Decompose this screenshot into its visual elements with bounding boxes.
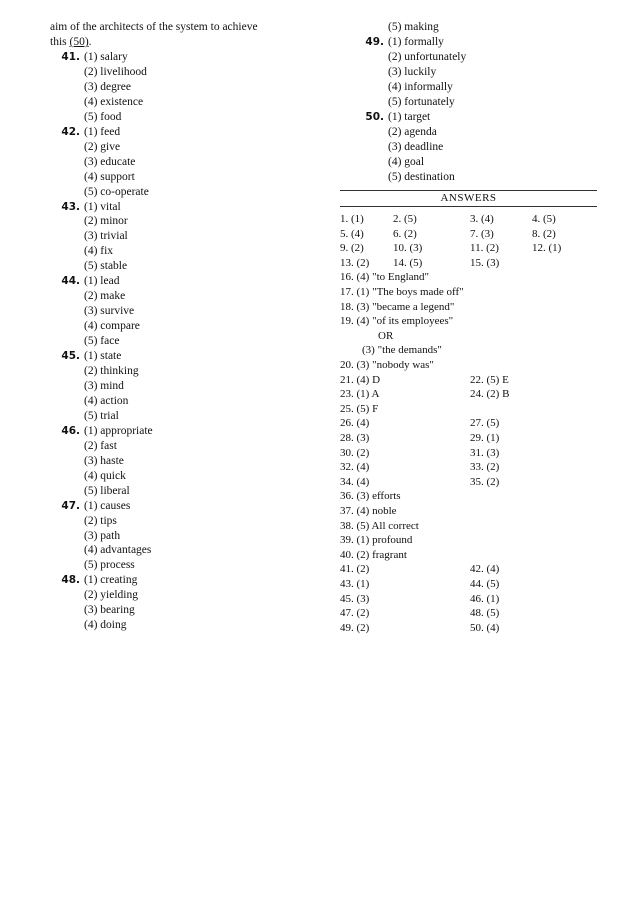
answer-row — [340, 578, 600, 593]
option-row: (4) advantages — [84, 544, 152, 557]
answers-bottom-rule — [340, 206, 597, 207]
option-row: (4) goal — [388, 155, 425, 168]
answer-cell: 4. (5) — [532, 213, 556, 225]
option-row: (3) path — [84, 529, 121, 542]
option-row: (3) educate — [84, 155, 136, 168]
option-row: (2) thinking — [84, 365, 139, 378]
question-block — [50, 200, 340, 275]
answer-cell: 1. (1) — [340, 213, 364, 225]
option-text: (1) formally — [388, 35, 444, 48]
option-row — [50, 274, 340, 289]
question-block — [340, 35, 600, 110]
question-block — [50, 274, 340, 349]
option-row: (4) action — [84, 394, 129, 407]
question-block — [50, 50, 340, 125]
intro-line-1: aim of the architects of the system to achieve — [50, 21, 258, 33]
answer-cell: 42. (4) — [470, 563, 500, 576]
answer-cell: 22. (5) E — [470, 373, 509, 386]
option-text: (1) vital — [84, 200, 121, 213]
intro-line-2a: this — [50, 36, 70, 48]
answer-row — [340, 622, 600, 637]
answer-row — [340, 213, 600, 228]
answer-cell: 39. (1) profound — [340, 534, 413, 547]
answer-cell: 28. (3) — [340, 432, 370, 444]
question-block — [50, 424, 340, 499]
answer-cell: 11. (2) — [470, 242, 499, 255]
answer-row — [340, 505, 600, 520]
answer-cell: 6. (2) — [393, 227, 417, 240]
option-text: (1) causes — [84, 499, 131, 512]
option-row: (2) fast — [84, 439, 117, 452]
answer-row — [340, 607, 600, 622]
answers-top-rule — [340, 190, 597, 191]
option-row: (4) fix — [84, 245, 114, 258]
answer-cell: 24. (2) B — [470, 388, 510, 401]
option-row — [50, 349, 340, 364]
option-row: (4) informally — [388, 80, 453, 93]
answer-cell: 19. (4) "of its employees" — [340, 315, 454, 328]
option-row: (2) yielding — [84, 589, 138, 602]
question-block — [50, 573, 340, 633]
answer-cell: 13. (2) — [340, 256, 370, 269]
answer-row — [340, 301, 600, 316]
answer-cell: 14. (5) — [393, 256, 423, 269]
answer-row — [340, 271, 600, 286]
answer-row — [340, 403, 600, 418]
answer-cell: 21. (4) D — [340, 373, 381, 386]
answer-cell: 49. (2) — [340, 621, 370, 634]
option-row — [50, 573, 340, 588]
answer-cell: 25. (5) F — [340, 402, 379, 415]
option-row — [50, 50, 340, 65]
answer-cell: 26. (4) — [340, 417, 370, 430]
answer-row — [340, 374, 600, 389]
option-row: (5) stable — [84, 260, 128, 273]
answer-row — [340, 228, 600, 243]
answer-row — [340, 242, 600, 257]
answer-row — [340, 388, 600, 403]
left-column — [50, 20, 340, 633]
answer-row — [340, 315, 600, 330]
option-row: (5) food — [84, 110, 122, 123]
answer-cell: 48. (5) — [470, 607, 500, 620]
option-row: (5) trial — [84, 409, 119, 422]
option-row: (4) compare — [84, 320, 140, 333]
question-block — [340, 110, 600, 185]
answer-row — [340, 417, 600, 432]
answer-cell: 10. (3) — [393, 242, 423, 255]
answer-cell: 23. (1) A — [340, 388, 380, 401]
answer-cell: 32. (4) — [340, 461, 370, 474]
option-row: (3) luckily — [388, 65, 437, 78]
answer-cell: 44. (5) — [470, 578, 500, 590]
option-row: (2) agenda — [388, 125, 437, 138]
answer-cell: 46. (1) — [470, 592, 500, 605]
option-row: (5) process — [84, 559, 135, 572]
option-row: (3) trivial — [84, 230, 128, 243]
option-row — [50, 125, 340, 140]
option-row: (2) minor — [84, 215, 128, 228]
option-text: (1) state — [84, 350, 122, 363]
answer-cell: 30. (2) — [340, 446, 370, 459]
answer-cell: 36. (3) efforts — [340, 490, 401, 503]
answer-cell: 47. (2) — [340, 607, 370, 620]
question-number: 49. — [365, 35, 384, 48]
answer-row — [340, 286, 600, 301]
question-number: 45. — [61, 350, 80, 363]
option-row: (5) co-operate — [84, 185, 149, 198]
answer-row — [340, 476, 600, 491]
option-row: (2) livelihood — [84, 65, 147, 78]
answer-cell: 16. (4) "to England" — [340, 271, 430, 284]
option-text: (1) feed — [84, 125, 121, 138]
option-text: (1) salary — [84, 51, 128, 63]
option-row — [50, 200, 340, 215]
answer-cell: 15. (3) — [470, 256, 500, 269]
answer-row — [340, 432, 600, 447]
answer-cell: (3) "the demands" — [362, 344, 442, 357]
answer-row — [340, 549, 600, 564]
answer-cell: 9. (2) — [340, 242, 364, 255]
answer-cell: 18. (3) "became a legend" — [340, 300, 455, 313]
answer-cell: 50. (4) — [470, 621, 500, 634]
question-number: 44. — [61, 275, 80, 288]
answer-cell: 8. (2) — [532, 227, 556, 240]
answer-cell: 38. (5) All correct — [340, 519, 419, 532]
option-row: (4) quick — [84, 469, 126, 482]
answer-row — [340, 461, 600, 476]
answer-row — [340, 563, 600, 578]
option-row: (3) degree — [84, 80, 131, 93]
intro-line-2b: . — [88, 36, 92, 48]
answer-alt-row — [340, 344, 600, 359]
question-number: 46. — [61, 424, 80, 437]
question-number: 47. — [61, 499, 80, 512]
right-column — [340, 20, 600, 184]
answer-row — [340, 359, 600, 374]
option-row: (4) support — [84, 170, 135, 183]
answer-cell: 20. (3) "nobody was" — [340, 359, 434, 371]
answer-cell: 5. (4) — [340, 227, 364, 240]
option-row: (3) mind — [84, 379, 124, 392]
question-block — [340, 20, 600, 35]
question-number: 42. — [61, 125, 80, 138]
answer-cell: 17. (1) "The boys made off" — [340, 286, 464, 298]
option-row — [340, 110, 600, 125]
answer-cell: 12. (1) — [532, 242, 562, 255]
question-number: 43. — [61, 200, 80, 213]
right-questions — [340, 20, 600, 184]
answer-cell: 43. (1) — [340, 578, 370, 590]
option-row: (5) liberal — [84, 484, 130, 497]
intro-text — [50, 20, 340, 50]
option-row: (3) deadline — [388, 140, 444, 153]
answer-cell: 31. (3) — [470, 446, 500, 459]
answers-heading: ANSWERS — [440, 192, 497, 204]
answer-cell: 35. (2) — [470, 475, 500, 488]
answer-cell: 37. (4) noble — [340, 505, 397, 517]
answer-cell: 27. (5) — [470, 417, 500, 430]
option-row — [50, 424, 340, 439]
option-row — [50, 499, 340, 514]
answer-row — [340, 447, 600, 462]
option-row: (2) make — [84, 290, 126, 303]
option-text: (1) creating — [84, 574, 138, 587]
option-text: (1) target — [388, 110, 431, 123]
option-row: (2) give — [84, 140, 121, 153]
answer-or — [340, 330, 600, 345]
option-row: (3) survive — [84, 305, 135, 318]
option-row: (4) existence — [84, 95, 144, 108]
answer-cell: 7. (3) — [470, 227, 494, 240]
answer-cell: 3. (4) — [470, 213, 494, 225]
option-row — [340, 35, 600, 50]
answer-cell: 2. (5) — [393, 213, 417, 225]
question-number: 48. — [61, 574, 80, 587]
option-row: (2) unfortunately — [388, 50, 467, 63]
option-text: (1) appropriate — [84, 424, 153, 437]
option-row: (3) bearing — [84, 604, 135, 617]
answer-row — [340, 257, 600, 272]
option-row: (5) fortunately — [388, 95, 455, 108]
answer-cell: 41. (2) — [340, 563, 370, 576]
question-block — [50, 349, 340, 424]
question-number: 50. — [365, 110, 384, 123]
option-row: (4) doing — [84, 619, 127, 632]
question-block — [50, 499, 340, 574]
answer-row — [340, 520, 600, 535]
answer-cell: 34. (4) — [340, 475, 370, 488]
question-number: 41. — [61, 51, 80, 63]
question-block — [50, 125, 340, 200]
answer-row — [340, 490, 600, 505]
answer-cell: OR — [378, 329, 394, 342]
answer-cell: 33. (2) — [470, 461, 500, 474]
option-row: (5) face — [84, 335, 120, 348]
option-row: (5) making — [388, 21, 439, 33]
option-row: (5) destination — [388, 170, 455, 183]
left-questions — [50, 50, 340, 633]
answer-cell: 29. (1) — [470, 432, 500, 444]
answer-cell: 40. (2) fragrant — [340, 548, 407, 561]
option-text: (1) lead — [84, 275, 120, 288]
option-row: (3) haste — [84, 454, 124, 467]
intro-blank: (50) — [69, 36, 89, 48]
option-row: (2) tips — [84, 514, 117, 527]
answer-row — [340, 593, 600, 608]
answer-cell: 45. (3) — [340, 592, 370, 605]
answer-row — [340, 534, 600, 549]
